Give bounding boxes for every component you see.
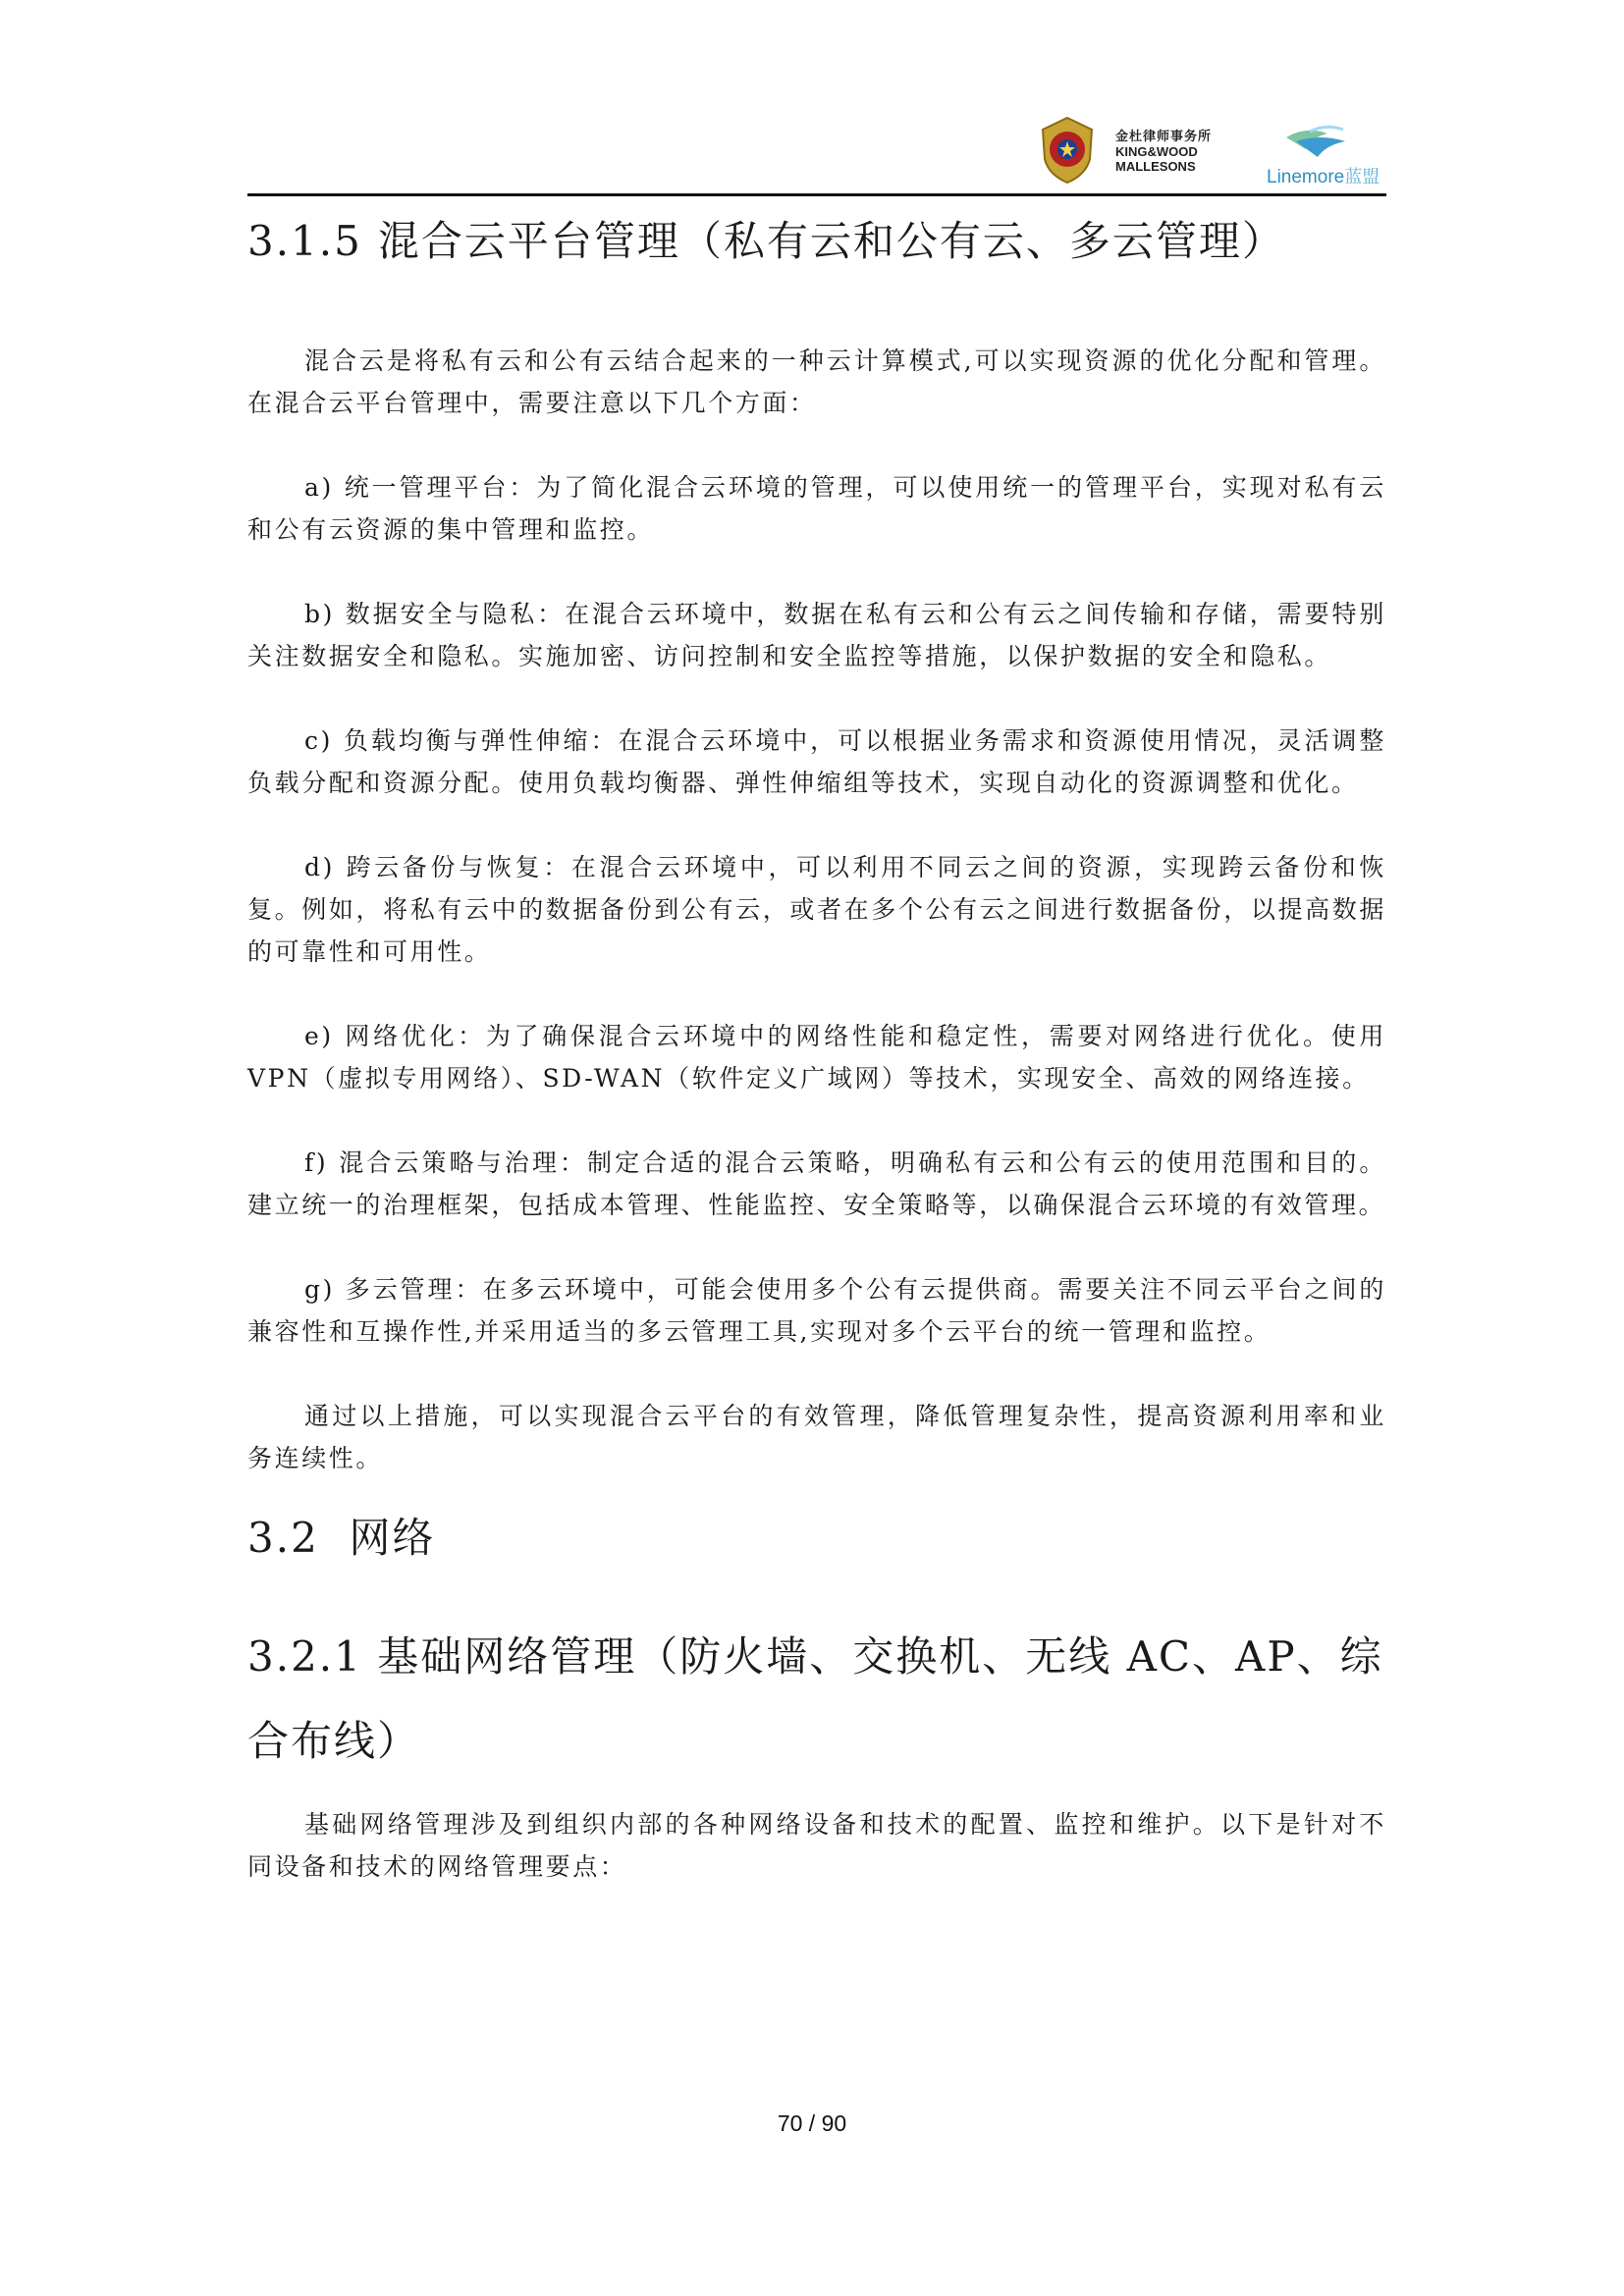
section-3-1-5-title: 混合云平台管理（私有云和公有云、多云管理） (377, 217, 1285, 265)
section-3-2-heading (247, 1509, 1386, 1568)
kwm-logo-en-1: KING&WOOD (1115, 144, 1198, 159)
kwm-logo-cn: 金杜律师事务所 (1115, 129, 1213, 143)
section-3-2-1-heading: 3.2.1 基础网络管理（防火墙、交换机、无线 AC、AP、综合布线） (247, 1632, 1383, 1765)
page-content (247, 212, 1386, 1888)
section-3-2-title: 网络 (349, 1514, 436, 1562)
police-emblem-logo (1037, 116, 1098, 185)
list-item-g: g) 多云管理：在多云环境中，可能会使用多个公有云提供商。需要关注不同云平台之间的兼容性和互操作性,并采用适当的多云管理工具,实现对多个云平台的统一管理和监控。 (247, 1275, 1386, 1346)
list-item-e: e) 网络优化：为了确保混合云环境中的网络性能和稳定性，需要对网络进行优化。使用 VPN（虚拟专用网络）、SD-WAN（软件定义广域网）等技术，实现安全、高效的网络连接。 (247, 1022, 1386, 1093)
list-item-f: f) 混合云策略与治理：制定合适的混合云策略，明确私有云和公有云的使用范围和目的。建立统一的治理框架，包括成本管理、性能监控、安全策略等，以确保混合云环境的有效管理。 (247, 1148, 1386, 1219)
section-3-1-5-number: 3.1.5 (247, 217, 362, 265)
list-item-d: d) 跨云备份与恢复：在混合云环境中，可以利用不同云之间的资源，实现跨云备份和恢复。例如，将私有云中的数据备份到公有云，或者在多个公有云之间进行数据备份，以提高数据的可靠性和可用性。 (247, 853, 1386, 966)
header-divider (247, 193, 1386, 196)
linemore-logo-en: Linemore (1267, 167, 1345, 187)
list-item-b: b) 数据安全与隐私：在混合云环境中，数据在私有云和公有云之间传输和存储，需要特别关注数据安全和隐私。实施加密、访问控制和安全监控等措施，以保护数据的安全和隐私。 (247, 600, 1386, 670)
list-item-a: a) 统一管理平台：为了简化混合云环境的管理，可以使用统一的管理平台，实现对私有云和公有云资源的集中管理和监控。 (247, 473, 1386, 544)
kwm-logo (1115, 126, 1233, 185)
section-3-2-1-intro: 基础网络管理涉及到组织内部的各种网络设备和技术的配置、监控和维护。以下是针对不同设备和技术的网络管理要点： (247, 1810, 1386, 1881)
section-3-1-5-intro: 混合云是将私有云和公有云结合起来的一种云计算模式,可以实现资源的优化分配和管理。在混合云平台管理中，需要注意以下几个方面： (247, 347, 1386, 417)
linemore-logo-cn: 蓝盟 (1344, 167, 1380, 187)
section-3-1-5-conclusion: 通过以上措施，可以实现混合云平台的有效管理，降低管理复杂性，提高资源利用率和业务连续性。 (247, 1402, 1386, 1472)
kwm-logo-en-2: MALLESONS (1115, 159, 1196, 174)
section-3-2-number: 3.2 (247, 1514, 319, 1562)
linemore-logo-text (1267, 163, 1380, 188)
linemore-logo (1267, 124, 1380, 187)
linemore-mark-icon (1267, 124, 1375, 163)
section-3-1-5-heading (247, 212, 1386, 271)
page-number: 70 / 90 (777, 2110, 847, 2136)
emblem-icon (1037, 116, 1098, 185)
list-item-c: c) 负载均衡与弹性伸缩：在混合云环境中，可以根据业务需求和资源使用情况，灵活调整负载分配和资源分配。使用负载均衡器、弹性伸缩组等技术，实现自动化的资源调整和优化。 (247, 726, 1386, 797)
